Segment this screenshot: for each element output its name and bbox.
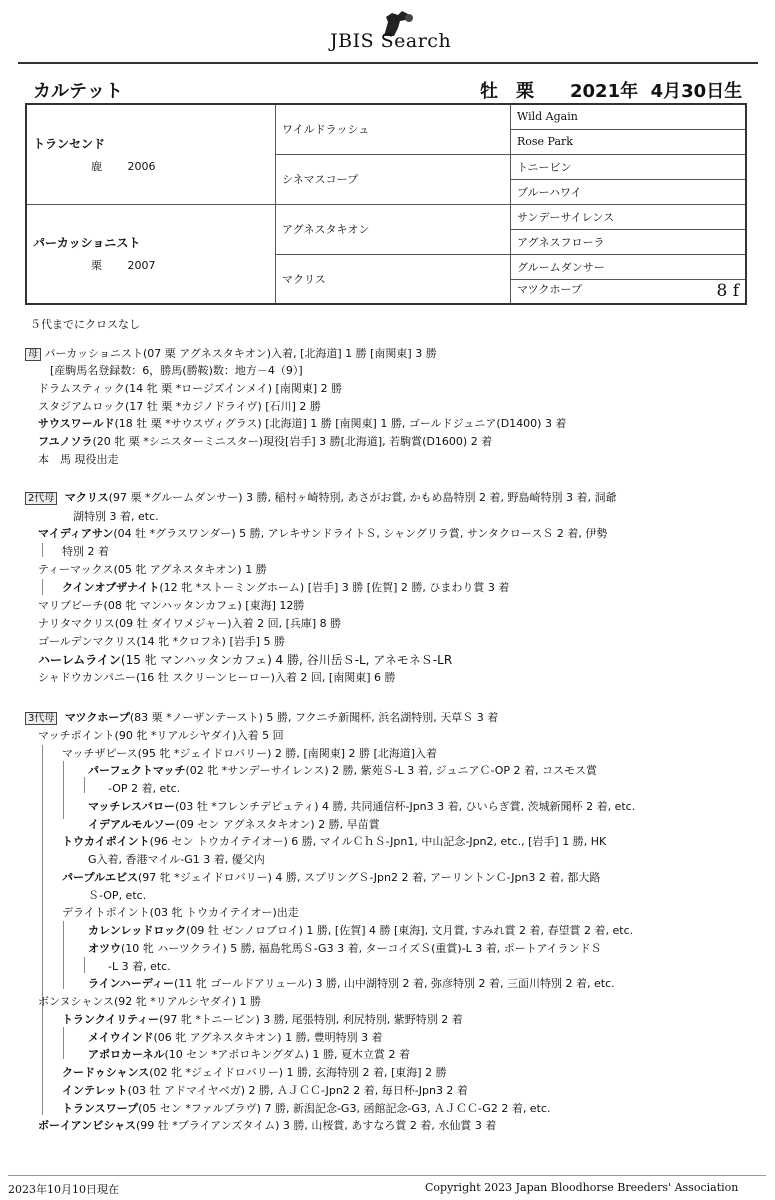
offspring-line[interactable]: ナリタマクリス(09 牡 ダイワメジャー)入着 2 回, [兵庫] 8 勝 [38, 617, 342, 630]
offspring-line[interactable] [88, 942, 601, 956]
offspring-name: トランスワープ [62, 1102, 139, 1115]
offspring-name: ボーイアンビシャス [38, 1119, 137, 1132]
offspring-line[interactable]: ティーマックス(05 牝 アグネスタキオン) 1 勝 [38, 563, 267, 576]
inbreeding-coefficient: 8 f [716, 281, 739, 302]
offspring-name: トランクイリティー [62, 1013, 160, 1026]
offspring-record: (09 牡 ゼンノロブロイ) 1 勝, [佐賀] 4 勝 [東海], 文月賞, すみれ賞 2 着, 春望賞 2 着, etc. [186, 924, 634, 937]
offspring-line[interactable] [88, 764, 597, 778]
offspring-record: (03 牡 *フレンチデピュティ) 4 勝, 共同通信杯-Jpn3 3 着, ひいらぎ賞, 茨城新聞杯 2 着, etc. [175, 800, 636, 813]
pedigree-table [25, 103, 747, 305]
offspring-record: (97 牝 *ジェイドロバリー) 4 勝, スプリングＳ-Jpn2 2 着, アーリントンＣ-Jpn3 2 着, 都大路 [138, 871, 601, 884]
second-dam-name: マクリス [64, 491, 109, 504]
offspring-name: アポロカーネル [88, 1048, 165, 1061]
offspring-line[interactable] [88, 818, 380, 832]
header-rule [18, 62, 758, 64]
offspring-line[interactable] [62, 1013, 463, 1027]
dam-line [25, 347, 437, 362]
offspring-record-cont: 特別 2 着 [62, 545, 109, 558]
offspring-name: クインオブザナイト [62, 581, 160, 594]
offspring-record: (11 牝 ゴールドアリュール) 3 勝, 山中湖特別 2 着, 弥彦特別 2 着, 三面川特別 2 着, etc. [174, 977, 615, 990]
offspring-line[interactable] [62, 1066, 447, 1080]
second-dam-record: (97 栗 *グルームダンサー) 3 勝, 稲村ヶ崎特別, あさがお賞, かもめ島特別 2 着, 野島崎特別 3 着, 洞爺 [108, 491, 617, 504]
offspring-line[interactable] [88, 924, 633, 938]
offspring-line[interactable] [38, 653, 452, 667]
offspring-line[interactable]: ドラムスティック(14 牝 栗 *ロージズインメイ) [南関東] 2 勝 [38, 382, 343, 395]
footer-date: 2023年10月10日現在 [8, 1183, 119, 1196]
tree-connector [42, 579, 43, 595]
third-dam-tag: 3代母 [25, 712, 57, 725]
footer-copyright: Copyright 2023 Japan Bloodhorse Breeders' Association [425, 1181, 739, 1194]
offspring-line[interactable] [62, 581, 509, 595]
offspring-record: (96 セン トウカイテイオー) 6 勝, マイルＣｈＳ-Jpn1, 中山記念-Jpn2, etc., [岩手] 1 勝, HK [149, 835, 607, 848]
offspring-record: (06 牝 アグネスタキオン) 1 勝, 豊明特別 3 着 [153, 1031, 383, 1044]
offspring-line[interactable]: ゴールデンマクリス(14 牝 *クロフネ) [岩手] 5 勝 [38, 635, 286, 648]
jbis-logo [330, 8, 460, 56]
sire-sire[interactable]: ワイルドラッシュ [276, 104, 511, 154]
dam-sire-sire[interactable]: サンデーサイレンス [511, 204, 747, 229]
sire-sire-sire[interactable]: Wild Again [511, 104, 747, 129]
offspring-record: (12 牝 *ストーミングホーム) [岩手] 3 勝 [佐賀] 2 勝, ひまわり賞 3 着 [159, 581, 510, 594]
offspring-line[interactable] [88, 977, 615, 991]
horse-info: 牡 栗 2021年 4月30日生 [480, 81, 743, 102]
offspring-name: インテレット [62, 1084, 128, 1097]
offspring-name: パープルエビス [62, 871, 139, 884]
sire-dam-sire[interactable]: トニービン [511, 154, 747, 179]
offspring-line[interactable]: マリブビーチ(08 牝 マンハッタンカフェ) [東海] 12勝 [38, 599, 305, 612]
second-dam-record-cont: 湖特別 3 着, etc. [73, 510, 159, 523]
offspring-line[interactable] [88, 1048, 410, 1062]
offspring-name: フユノソラ [38, 435, 93, 448]
second-dam-tag: 2代母 [25, 492, 57, 505]
dam-dam-dam-cell [511, 279, 747, 304]
third-dam-name: マツクホープ [64, 711, 130, 724]
offspring-name: マイディアサン [38, 527, 114, 540]
offspring-line[interactable] [38, 417, 566, 431]
third-dam-line[interactable] [25, 711, 498, 726]
offspring-name: ラインハーディー [88, 977, 175, 990]
offspring-line[interactable]: デライトポイント(03 牝 トウカイテイオー)出走 [62, 906, 299, 919]
offspring-record: (05 セン *ファルブラヴ) 7 勝, 新潟記念-G3, 函館記念-G3, ＡＪＣＣ-G2 2 着, etc. [138, 1102, 551, 1115]
offspring-line[interactable] [38, 527, 607, 541]
offspring-record: (18 牡 栗 *サウスヴィグラス) [北海道] 1 勝 [南関東] 1 勝, ゴールドジュニア(D1400) 3 着 [114, 417, 567, 430]
offspring-line[interactable] [62, 1102, 550, 1116]
offspring-line[interactable]: スタジアムロック(17 牡 栗 *カジノドライヴ) [石川] 2 勝 [38, 400, 321, 413]
dam-sire-dam[interactable]: アグネスフローラ [511, 229, 747, 254]
offspring-name: サウスワールド [38, 417, 115, 430]
offspring-record-cont: Ｓ-OP, etc. [88, 889, 147, 902]
tree-connector [63, 761, 64, 819]
dam-dam[interactable]: マクリス [276, 254, 511, 304]
pedigree-dam-cell [26, 204, 276, 304]
dam-dam-sire[interactable]: グルームダンサー [511, 254, 747, 279]
offspring-name: メイウインド [88, 1031, 154, 1044]
third-dam-record: (83 栗 *ノーザンテースト) 5 勝, フクニチ新聞杯, 浜名湖特別, 天草Ｓ 3 着 [129, 711, 499, 724]
sire-dam-dam[interactable]: ブルーハワイ [511, 179, 747, 204]
offspring-record-cont: -L 3 着, etc. [108, 960, 171, 973]
tree-connector [42, 543, 43, 557]
cross-note: ５代までにクロスなし [30, 318, 140, 331]
sire-dam[interactable]: シネマスコープ [276, 154, 511, 204]
offspring-line[interactable] [88, 1031, 383, 1045]
self-line: 本 馬 現役出走 [38, 453, 119, 466]
offspring-record: (10 セン *アポロキングダム) 1 勝, 夏木立賞 2 着 [164, 1048, 410, 1061]
offspring-name: パーフェクトマッチ [88, 764, 186, 777]
offspring-record: (97 牝 *トニービン) 3 勝, 尾張特別, 利尻特別, 紫野特別 2 着 [159, 1013, 463, 1026]
dam-tag: 母 [25, 348, 41, 361]
dam-detail: 栗 2007 [91, 259, 156, 273]
offspring-record-cont: -OP 2 着, etc. [108, 782, 181, 795]
offspring-name: ハーレムライン [38, 653, 121, 667]
offspring-line[interactable]: マッチザピース(95 牝 *ジェイドロバリー) 2 勝, [南関東] 2 勝 [北海道]入着 [62, 747, 438, 760]
offspring-line[interactable]: ボンヌシャンス(92 牝 *リアルシヤダイ) 1 勝 [38, 995, 262, 1008]
offspring-name: オツウ [88, 942, 121, 955]
sire-detail: 鹿 2006 [91, 159, 156, 173]
offspring-line[interactable] [88, 800, 635, 814]
offspring-name: マッチレスバロー [88, 800, 176, 813]
offspring-name: トウカイポイント [62, 835, 150, 848]
offspring-record: (02 牝 *ジェイドロバリー) 1 勝, 玄海特別 2 着, [東海] 2 勝 [149, 1066, 447, 1079]
offspring-record: (99 牡 *ブライアンズタイム) 3 勝, 山桜賞, あすなろ賞 2 着, 水仙賞 3 着 [136, 1119, 497, 1132]
offspring-name: カレンレッドロック [88, 924, 187, 937]
sire-sire-dam[interactable]: Rose Park [511, 129, 747, 154]
offspring-record: (02 牝 *サンデーサイレンス) 2 勝, 紫苑Ｓ-L 3 着, ジュニアＣ-OP 2 着, コスモス賞 [185, 764, 598, 777]
tree-connector [84, 777, 85, 793]
offspring-record: (03 牡 アドマイヤベガ) 2 勝, ＡＪＣＣ-Jpn2 2 着, 毎日杯-Jpn3 2 着 [127, 1084, 468, 1097]
tree-connector [63, 921, 64, 989]
dam-line-text[interactable]: パーカッショニスト(07 栗 アグネスタキオン)入着, [北海道] 1 勝 [南関東] 3 勝 [44, 347, 437, 360]
sire-name[interactable]: トランセンド [33, 136, 106, 151]
offspring-record: (15 牝 マンハッタンカフェ) 4 勝, 谷川岳Ｓ-L, アネモネＳ-LR [120, 653, 453, 667]
dam-produce-stats: [産駒馬名登録数：6，勝馬(勝鞍)数：地方－4（9）] [50, 364, 303, 377]
offspring-record: (10 牝 ハーツクライ) 5 勝, 福島牝馬Ｓ-G3 3 着, ターコイズＳ(重賞)-L 3 着, ポートアイランドＳ [121, 942, 602, 955]
offspring-name: イデアルモルソー [88, 818, 176, 831]
offspring-record-cont: G入着, 香港マイル-G1 3 着, 優父内 [88, 853, 265, 866]
footer-rule [8, 1175, 766, 1176]
offspring-record: (09 セン アグネスタキオン) 2 勝, 早苗賞 [175, 818, 380, 831]
dam-dam-dam[interactable]: マツクホープ [517, 283, 583, 297]
offspring-line[interactable] [62, 871, 600, 885]
offspring-line[interactable]: マッチポイント(90 牝 *リアルシヤダイ)入着 5 回 [38, 729, 284, 742]
logo-text: JBIS Search [330, 30, 452, 52]
horse-name: カルテット [33, 81, 123, 102]
offspring-line[interactable] [62, 1084, 468, 1098]
offspring-line[interactable] [38, 1119, 496, 1133]
offspring-line[interactable]: シャドウカンパニー(16 牡 スクリーンヒーロー)入着 2 回, [南関東] 6 勝 [38, 671, 396, 684]
offspring-record: (04 牡 *グラスワンダー) 5 勝, アレキサンドライトＳ, シャングリラ賞, サンタクロースＳ 2 着, 伊勢 [113, 527, 608, 540]
dam-sire[interactable]: アグネスタキオン [276, 204, 511, 254]
tree-connector [42, 745, 43, 1115]
tree-connector [84, 957, 85, 973]
offspring-record: (20 牝 栗 *シニスターミニスター)現役[岩手] 3 勝[北海道], 若駒賞(D1600) 2 着 [92, 435, 493, 448]
tree-connector [63, 1027, 64, 1059]
dam-name[interactable]: パーカッショニスト [33, 236, 141, 251]
offspring-line[interactable] [38, 435, 492, 449]
second-dam-line[interactable] [25, 491, 616, 506]
offspring-name: クードゥシャンス [62, 1066, 150, 1079]
offspring-line[interactable] [62, 835, 606, 849]
pedigree-sire-cell [26, 104, 276, 204]
